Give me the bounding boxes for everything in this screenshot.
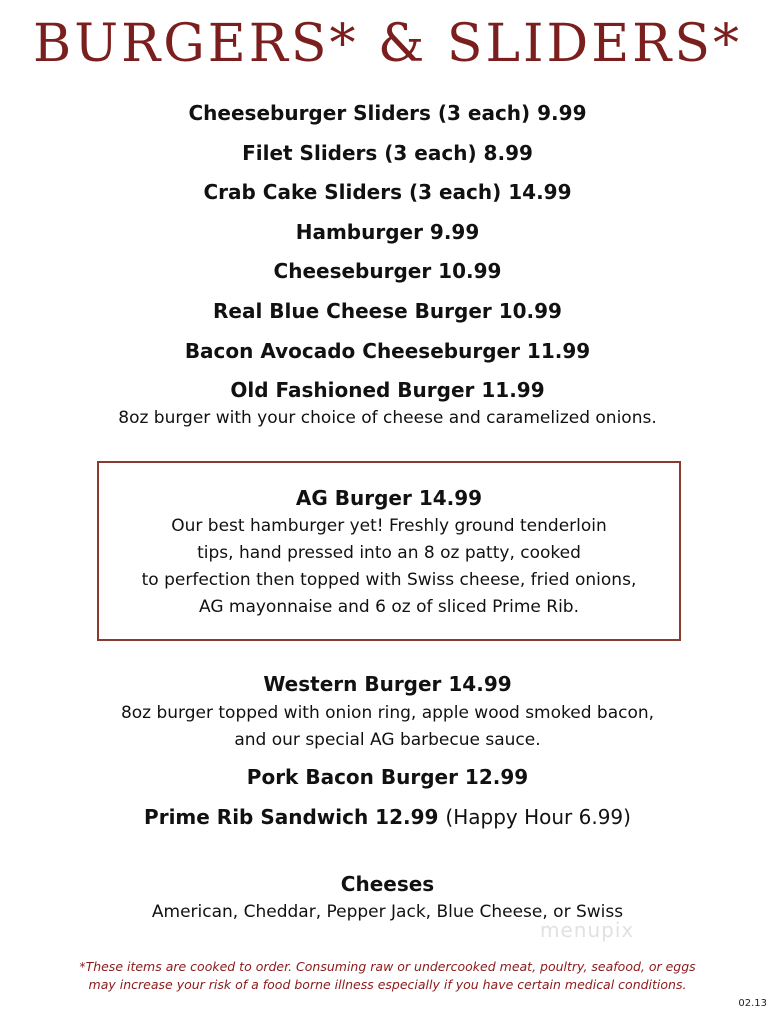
- item-description: and our special AG barbecue sauce.: [234, 730, 541, 750]
- document-code: 02.13: [738, 998, 767, 1009]
- cheeses-list: American, Cheddar, Pepper Jack, Blue Cheese, or Swiss: [151, 902, 624, 922]
- menu-item: [0, 804, 775, 830]
- menu-item: Pork Bacon Burger 12.99: [246, 765, 529, 789]
- cheeses-heading: Cheeses: [340, 872, 435, 896]
- menu-item: Bacon Avocado Cheeseburger 11.99: [184, 339, 591, 363]
- happy-hour-price: (Happy Hour 6.99): [445, 805, 631, 829]
- featured-item-description: Our best hamburger yet! Freshly ground tenderloin: [171, 516, 607, 536]
- featured-item-description: AG mayonnaise and 6 oz of sliced Prime Rib.: [198, 597, 579, 617]
- menu-item: Crab Cake Sliders (3 each) 14.99: [203, 180, 572, 204]
- menu-item: Cheeseburger Sliders (3 each) 9.99: [188, 101, 587, 125]
- featured-item-description: to perfection then topped with Swiss cheese, fried onions,: [141, 570, 637, 590]
- menu-item: Filet Sliders (3 each) 8.99: [242, 141, 533, 165]
- item-description: 8oz burger with your choice of cheese and caramelized onions.: [118, 408, 657, 428]
- item-description: 8oz burger topped with onion ring, apple wood smoked bacon,: [120, 703, 655, 723]
- menu-item: Real Blue Cheese Burger 10.99: [213, 299, 562, 323]
- featured-item-description: tips, hand pressed into an 8 oz patty, cooked: [197, 543, 581, 563]
- menu-item: Cheeseburger 10.99: [273, 259, 502, 283]
- menu-item: Old Fashioned Burger 11.99: [230, 378, 545, 402]
- menu-item-name: Prime Rib Sandwich 12.99: [144, 805, 439, 829]
- watermark: menupix: [540, 918, 635, 942]
- footnote: *These items are cooked to order. Consuming raw or undercooked meat, poultry, seafood, or eggs: [79, 959, 696, 974]
- page-title: BURGERS* & SLIDERS*: [33, 14, 742, 74]
- menu-item: Hamburger 9.99: [295, 220, 480, 244]
- menu-item: Western Burger 14.99: [263, 672, 512, 696]
- featured-item-name: AG Burger 14.99: [295, 486, 483, 510]
- footnote: may increase your risk of a food borne illness especially if you have certain medical conditions.: [88, 977, 687, 992]
- featured-item-box: [97, 461, 681, 641]
